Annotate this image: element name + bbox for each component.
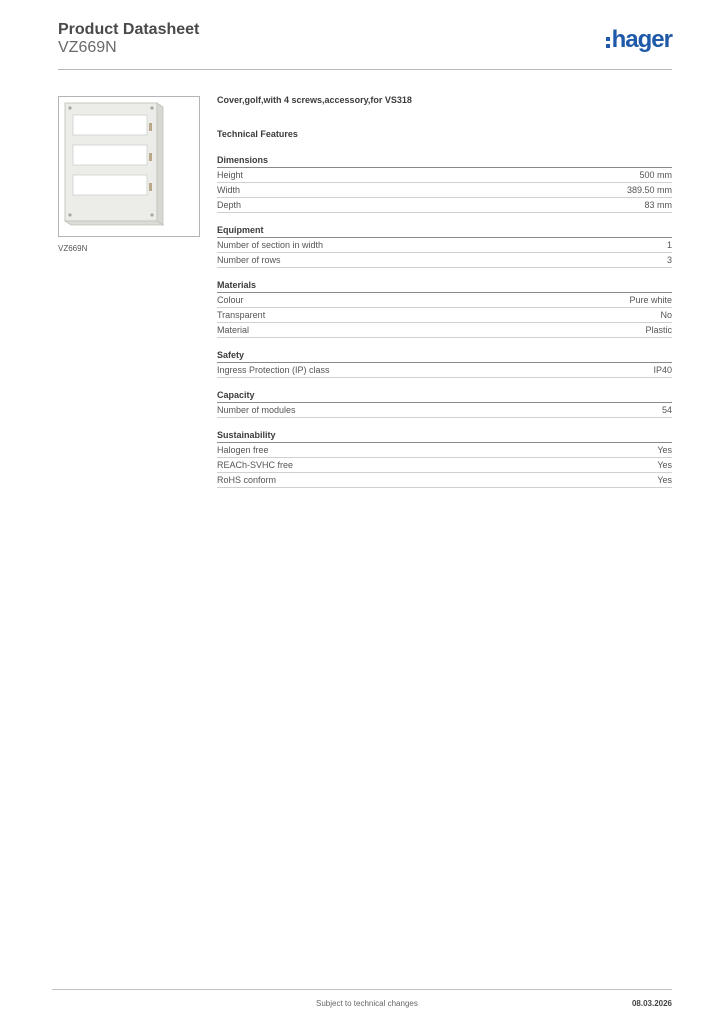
section-title: Dimensions	[217, 155, 672, 168]
feature-value: 83 mm	[644, 200, 672, 210]
feature-value: Plastic	[645, 325, 672, 335]
feature-row	[217, 168, 672, 183]
datasheet-content	[217, 95, 672, 488]
feature-value: Yes	[657, 475, 672, 485]
feature-value: Pure white	[629, 295, 672, 305]
page-title: Product Datasheet	[58, 21, 200, 38]
feature-sections	[217, 155, 672, 488]
product-code: VZ669N	[58, 39, 117, 56]
feature-row	[217, 253, 672, 268]
feature-row	[217, 443, 672, 458]
feature-row	[217, 198, 672, 213]
logo-text: hager	[611, 26, 672, 53]
feature-value: 3	[666, 255, 672, 265]
feature-label: Depth	[217, 200, 242, 210]
section-title: Equipment	[217, 225, 672, 238]
footer-note: Subject to technical changes	[316, 999, 418, 1008]
section-materials	[217, 280, 672, 338]
hager-logo	[606, 26, 672, 54]
section-equipment	[217, 225, 672, 268]
section-safety	[217, 350, 672, 378]
product-description: Cover,golf,with 4 screws,accessory,for VS318	[217, 95, 412, 105]
feature-label: RoHS conform	[217, 475, 277, 485]
footer-divider	[52, 989, 672, 990]
feature-row	[217, 473, 672, 488]
logo-dots-icon	[606, 37, 610, 48]
section-capacity	[217, 390, 672, 418]
footer-date: 08.03.2026	[631, 999, 672, 1008]
feature-label: Colour	[217, 295, 244, 305]
section-title: Sustainability	[217, 430, 672, 443]
feature-label: Number of modules	[217, 405, 296, 415]
feature-value: Yes	[657, 460, 672, 470]
feature-row	[217, 238, 672, 253]
feature-label: Halogen free	[217, 445, 269, 455]
feature-value: 54	[661, 405, 672, 415]
feature-label: REACh-SVHC free	[217, 460, 294, 470]
section-title: Materials	[217, 280, 672, 293]
image-caption: VZ669N	[58, 244, 88, 253]
feature-value: 500 mm	[639, 170, 672, 180]
feature-value: 1	[666, 240, 672, 250]
feature-label: Width	[217, 185, 241, 195]
feature-label: Height	[217, 170, 244, 180]
feature-row	[217, 458, 672, 473]
section-title: Safety	[217, 350, 672, 363]
cover-panel-illustration	[59, 97, 199, 236]
feature-label: Number of rows	[217, 255, 281, 265]
feature-label: Material	[217, 325, 250, 335]
section-title: Capacity	[217, 390, 672, 403]
feature-label: Number of section in width	[217, 240, 324, 250]
product-image	[58, 96, 200, 237]
header-divider	[58, 69, 672, 70]
feature-row	[217, 308, 672, 323]
feature-value: IP40	[653, 365, 672, 375]
feature-value: 389.50 mm	[626, 185, 672, 195]
page-header	[58, 20, 672, 68]
technical-features-heading: Technical Features	[217, 129, 298, 139]
feature-value: Yes	[657, 445, 672, 455]
feature-row	[217, 363, 672, 378]
feature-row	[217, 323, 672, 338]
feature-label: Transparent	[217, 310, 266, 320]
feature-row	[217, 403, 672, 418]
section-sustainability	[217, 430, 672, 488]
section-dimensions	[217, 155, 672, 213]
feature-value: No	[660, 310, 672, 320]
feature-row	[217, 293, 672, 308]
feature-row	[217, 183, 672, 198]
feature-label: Ingress Protection (IP) class	[217, 365, 330, 375]
